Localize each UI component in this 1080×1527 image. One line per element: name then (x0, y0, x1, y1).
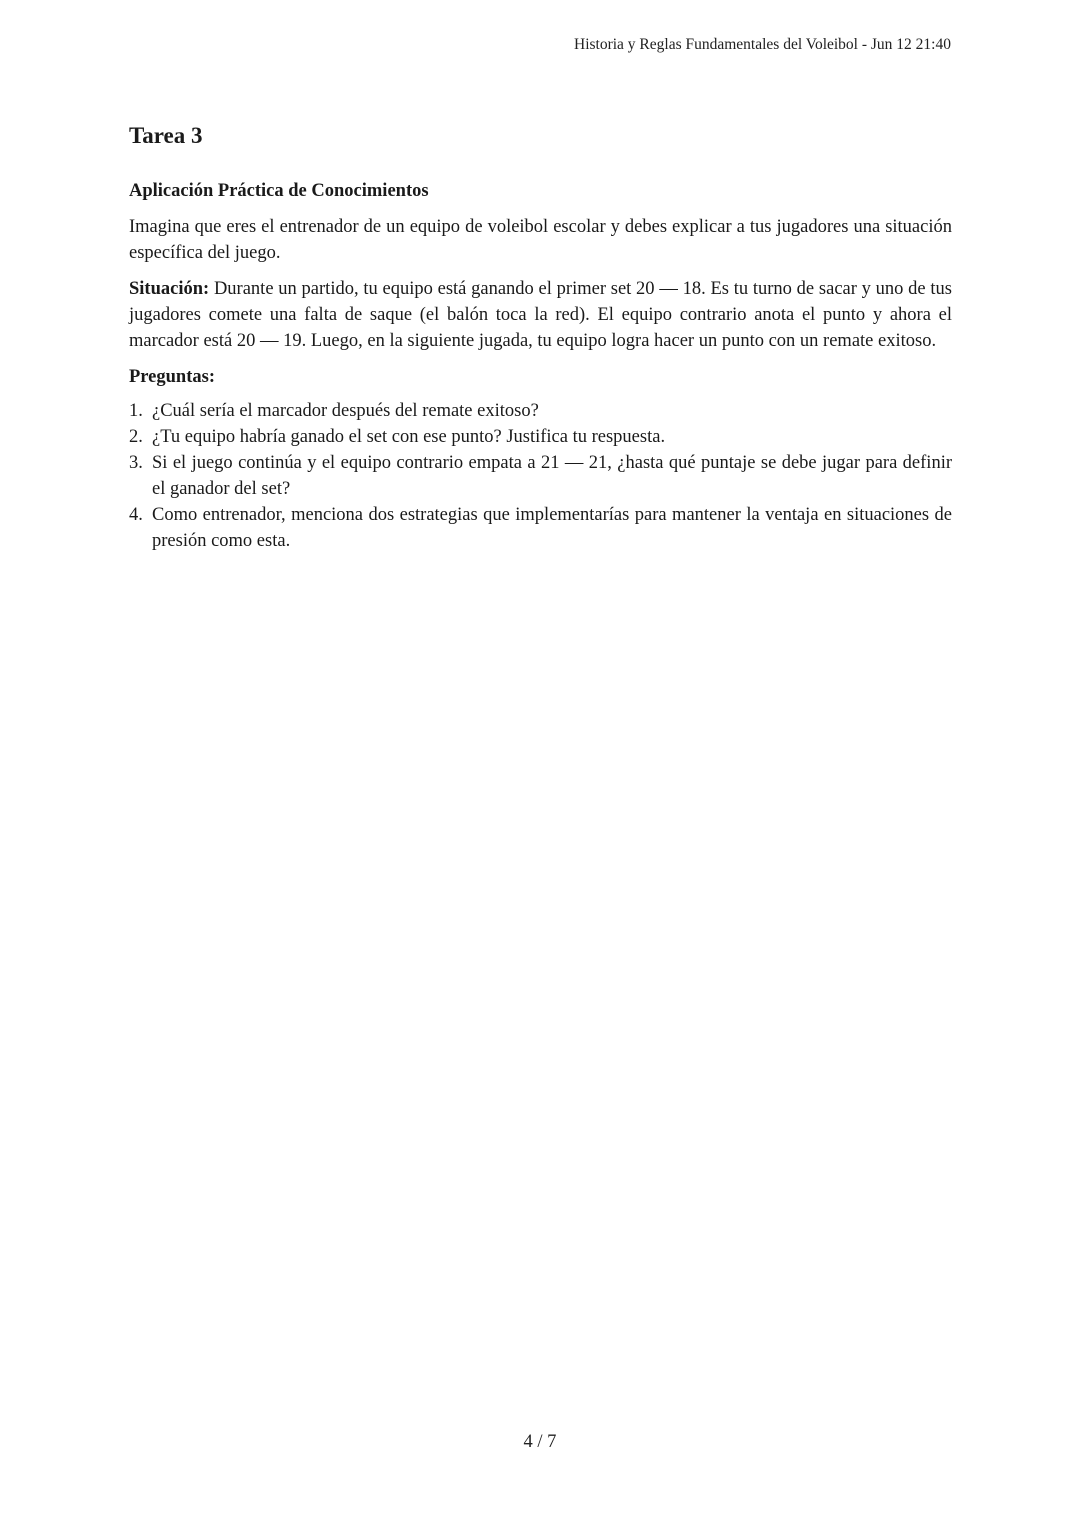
question-text: Como entrenador, menciona dos estrategias que implementarías para mantener la ventaja en situaciones de presión como esta. (152, 505, 952, 551)
question-item (129, 450, 952, 502)
question-number: 3. (129, 453, 143, 473)
running-header: Historia y Reglas Fundamentales del Voleibol - Jun 12 21:40 (574, 36, 951, 53)
questions-title: Preguntas: (129, 367, 215, 387)
question-text: Si el juego continúa y el equipo contrario empata a 21 — 21, ¿hasta qué puntaje se debe jugar para definir el ganador del set? (152, 453, 952, 499)
question-item (129, 424, 952, 450)
question-item (129, 398, 952, 424)
question-item (129, 502, 952, 554)
situation-paragraph (129, 276, 952, 354)
intro-paragraph: Imagina que eres el entrenador de un equipo de voleibol escolar y debes explicar a tus jugadores una situación específica del juego. (129, 217, 952, 263)
situation-label: Situación: (129, 279, 210, 299)
question-text: ¿Cuál sería el marcador después del remate exitoso? (152, 401, 539, 421)
question-text: ¿Tu equipo habría ganado el set con ese punto? Justifica tu respuesta. (152, 427, 666, 447)
page-number: 4 / 7 (523, 1432, 557, 1452)
question-number: 1. (129, 401, 143, 421)
question-number: 2. (129, 427, 143, 447)
questions-list (129, 398, 952, 554)
task-title: Tarea 3 (129, 123, 203, 148)
document-content (129, 120, 952, 554)
question-number: 4. (129, 505, 143, 525)
situation-text: Durante un partido, tu equipo está ganando el primer set 20 — 18. Es tu turno de sacar y uno de tus jugadores comete una falta de saque (el balón toca la red). El equipo contrario anota el punto y ahora el marcador está 20 — 19. Luego, en la siguiente jugada, tu equipo logra hacer un punto con un remate exitoso. (129, 279, 952, 351)
section-title: Aplicación Práctica de Conocimientos (129, 181, 429, 201)
